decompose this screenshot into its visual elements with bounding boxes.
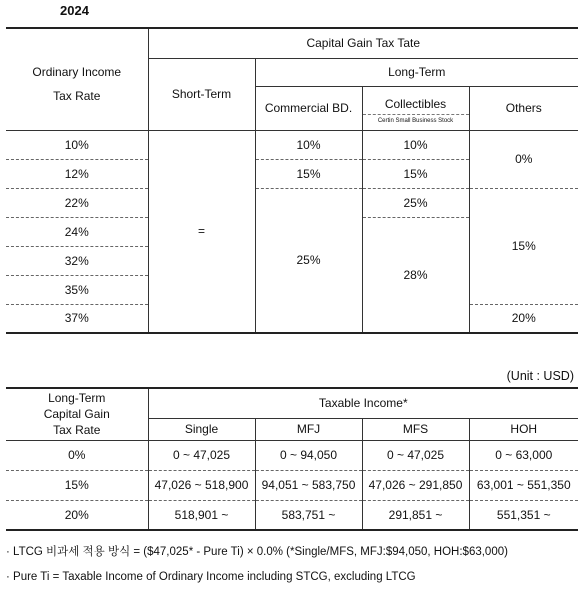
filing-status-hoh: HOH: [469, 418, 578, 440]
others-header: Others: [469, 86, 578, 130]
ordinary-rate-cell: 12%: [6, 159, 148, 188]
filing-status-mfj: MFJ: [255, 418, 362, 440]
others-rate-cell: 0%: [469, 130, 578, 188]
commercial-header: Commercial BD.: [255, 86, 362, 130]
income-range-cell: 0 ~ 63,000: [469, 440, 578, 470]
ltcg-rate-cell: 15%: [6, 470, 148, 500]
ordinary-rate-cell: 35%: [6, 275, 148, 304]
year-title: 2024: [60, 3, 89, 18]
income-range-cell: 291,851 ~: [362, 500, 469, 530]
income-range-cell: 47,026 ~ 518,900: [148, 470, 255, 500]
long-term-header: Long-Term: [255, 58, 578, 86]
income-range-cell: 0 ~ 47,025: [362, 440, 469, 470]
collectibles-subheader: Certin Small Business Stock: [377, 117, 454, 124]
income-range-cell: 94,051 ~ 583,750: [255, 470, 362, 500]
note-ltcg-exemption: · LTCG 비과세 적용 방식 = ($47,025* - Pure Ti) × 0.0% (*Single/MFS, MFJ:$94,050, HOH:$63,000): [6, 546, 508, 558]
commercial-rate-cell: 10%: [255, 130, 362, 159]
capital-gain-tax-rate-table: [6, 27, 578, 334]
ltcg-rate-cell: 20%: [6, 500, 148, 530]
short-term-value: =: [148, 130, 255, 333]
ordinary-income-header: Ordinary Income Tax Rate: [6, 28, 148, 130]
others-rate-cell: 20%: [469, 304, 578, 333]
income-range-cell: 518,901 ~: [148, 500, 255, 530]
collectibles-header: Collectibles Certin Small Business Stock: [362, 86, 469, 130]
collectibles-rate-cell: 28%: [362, 217, 469, 333]
income-range-cell: 551,351 ~: [469, 500, 578, 530]
ordinary-rate-cell: 37%: [6, 304, 148, 333]
ordinary-rate-cell: 22%: [6, 188, 148, 217]
income-range-cell: 47,026 ~ 291,850: [362, 470, 469, 500]
ltcg-taxable-income-table: [6, 387, 578, 531]
ordinary-rate-cell: 32%: [6, 246, 148, 275]
filing-status-single: Single: [148, 418, 255, 440]
income-range-cell: 0 ~ 94,050: [255, 440, 362, 470]
collectibles-rate-cell: 25%: [362, 188, 469, 217]
commercial-rate-cell: 25%: [255, 188, 362, 333]
ordinary-rate-cell: 24%: [6, 217, 148, 246]
capital-gain-header: Capital Gain Tax Tate: [148, 28, 578, 58]
taxable-income-header: Taxable Income*: [148, 388, 578, 418]
income-range-cell: 583,751 ~: [255, 500, 362, 530]
others-rate-cell: 15%: [469, 188, 578, 304]
unit-label: (Unit : USD): [506, 369, 574, 383]
income-range-cell: 0 ~ 47,025: [148, 440, 255, 470]
ltcg-rate-cell: 0%: [6, 440, 148, 470]
short-term-header: Short-Term: [148, 58, 255, 130]
collectibles-rate-cell: 15%: [362, 159, 469, 188]
filing-status-mfs: MFS: [362, 418, 469, 440]
note-pure-ti: · Pure Ti = Taxable Income of Ordinary Income including STCG, excluding LTCG: [6, 571, 416, 583]
collectibles-rate-cell: 10%: [362, 130, 469, 159]
ltcg-rate-header: Long-Term Capital Gain Tax Rate: [6, 388, 148, 440]
ordinary-rate-cell: 10%: [6, 130, 148, 159]
income-range-cell: 63,001 ~ 551,350: [469, 470, 578, 500]
commercial-rate-cell: 15%: [255, 159, 362, 188]
